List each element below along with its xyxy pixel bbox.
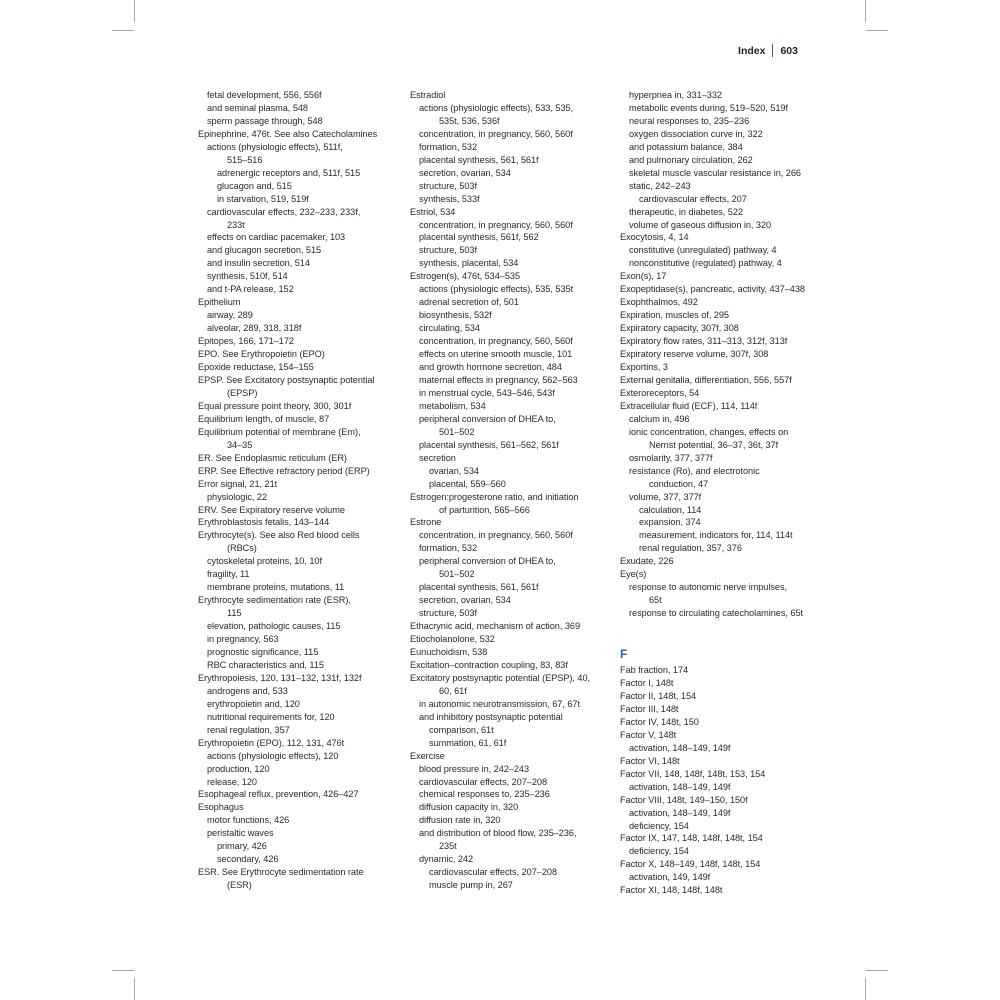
index-entry: Factor III, 148t: [620, 703, 679, 714]
index-subentry: effects on uterine smooth muscle, 101: [419, 349, 573, 360]
index-subentry: therapeutic, in diabetes, 522: [629, 206, 743, 217]
index-subentry: motor functions, 426: [207, 815, 290, 826]
index-entry: Error signal, 21, 21t: [198, 478, 278, 489]
index-subentry: cytoskeletal proteins, 10, 10f: [207, 556, 322, 567]
index-subentry: circulating, 534: [419, 323, 480, 334]
index-subentry: diffusion capacity in, 320: [419, 802, 519, 813]
index-subentry: cardiovascular effects, 207–208: [419, 776, 548, 787]
index-subentry: placental synthesis, 561, 561f: [419, 154, 539, 165]
index-subentry: renal regulation, 357: [207, 724, 290, 735]
index-entry: Exon(s), 17: [620, 271, 667, 282]
index-subentry: expansion, 374: [639, 517, 701, 528]
index-entry: Excitatory postsynaptic potential (EPSP), 40,: [410, 672, 591, 683]
index-subentry: activation, 148–149, 149f: [629, 807, 731, 818]
index-subentry: concentration, in pregnancy, 560, 560f: [419, 219, 573, 230]
index-subentry: comparison, 61t: [429, 724, 494, 735]
index-subentry: oxygen dissociation curve in, 322: [629, 128, 763, 139]
index-entry: Factor IX, 147, 148, 148f, 148t, 154: [620, 833, 763, 844]
index-entry: Exopeptidase(s), pancreatic, activity, 437–438: [620, 284, 805, 295]
index-entry: Expiration, muscles of, 295: [620, 310, 729, 321]
index-entry: External genitalia, differentiation, 556, 557f: [620, 374, 792, 385]
index-subentry: effects on cardiac pacemaker, 103: [207, 232, 346, 243]
index-subentry: in autonomic neurotransmission, 67, 67t: [419, 698, 580, 709]
index-subentry: diffusion rate in, 320: [419, 815, 501, 826]
index-subentry: membrane proteins, mutations, 11: [207, 582, 345, 593]
index-subentry: chemical responses to, 235–236: [419, 789, 550, 800]
index-entry: Estrogen:progesterone ratio, and initiation: [410, 491, 579, 502]
index-subentry: glucagon and, 515: [217, 180, 292, 191]
index-subentry: constitutive (unregulated) pathway, 4: [629, 245, 777, 256]
index-entry: ESR. See Erythrocyte sedimentation rate: [198, 867, 364, 878]
index-entry: Estriol, 534: [410, 206, 456, 217]
index-entry: Factor I, 148t: [620, 678, 674, 689]
index-subentry: 60, 61f: [439, 685, 467, 696]
index-subentry: dynamic, 242: [419, 854, 474, 865]
index-subentry: activation, 148–149, 149f: [629, 781, 731, 792]
index-entry: Estradiol: [410, 90, 446, 100]
index-subentry: 233t: [227, 219, 245, 230]
index-entry: Erythroblastosis fetalis, 143–144: [198, 517, 330, 528]
index-entry: Erythropoiesis, 120, 131–132, 131f, 132f: [198, 672, 362, 683]
index-subentry: actions (physiologic effects), 533, 535,: [419, 102, 574, 113]
index-entry: Etiocholanolone, 532: [410, 634, 495, 645]
index-entry: Exteroreceptors, 54: [620, 387, 700, 398]
index-subentry: and t-PA release, 152: [207, 284, 294, 295]
index-subentry: resistance (Ro), and electrotonic: [629, 465, 760, 476]
index-subentry: blood pressure in, 242–243: [419, 763, 530, 774]
index-subentry: (RBCs): [227, 543, 257, 554]
index-subentry: cardiovascular effects, 207–208: [429, 867, 558, 878]
index-subentry: muscle pump in, 267: [429, 880, 513, 891]
index-subentry: osmolarity, 377, 377f: [629, 452, 713, 463]
index-subentry: Nernst potential, 36–37, 36t, 37f: [649, 439, 779, 450]
index-subentry: release, 120: [207, 776, 257, 787]
index-subentry: placental synthesis, 561–562, 561f: [419, 439, 559, 450]
index-subentry: concentration, in pregnancy, 560, 560f: [419, 530, 573, 541]
index-subentry: physiologic, 22: [207, 491, 268, 502]
index-subentry: prognostic significance, 115: [207, 646, 319, 657]
index-subentry: maternal effects in pregnancy, 562–563: [419, 374, 578, 385]
index-entry: ERP. See Effective refractory period (ERP): [198, 465, 370, 476]
index-entry: Expiratory reserve volume, 307f, 308: [620, 349, 769, 360]
index-subentry: calculation, 114: [639, 504, 702, 515]
index-subentry: adrenal secretion of, 501: [419, 297, 519, 308]
index-subentry: conduction, 47: [649, 478, 709, 489]
index-subentry: (ESR): [227, 880, 252, 891]
index-subentry: nutritional requirements for, 120: [207, 711, 335, 722]
index-subentry: renal regulation, 357, 376: [639, 543, 742, 554]
index-subentry: airway, 289: [207, 310, 253, 321]
index-subentry: in pregnancy, 563: [207, 634, 279, 645]
index-subentry: neural responses to, 235–236: [629, 115, 750, 126]
index-subentry: (EPSP): [227, 387, 258, 398]
index-subentry: peripheral conversion of DHEA to,: [419, 556, 556, 567]
index-subentry: cardiovascular effects, 207: [639, 193, 747, 204]
index-subentry: concentration, in pregnancy, 560, 560f: [419, 128, 573, 139]
index-entry: Epinephrine, 476t. See also Catecholamines: [198, 128, 378, 139]
index-subentry: adrenergic receptors and, 511f, 515: [217, 167, 361, 178]
index-entry: Ethacrynic acid, mechanism of action, 369: [410, 621, 581, 632]
running-header: [738, 44, 798, 57]
index-entry: Exportins, 3: [620, 362, 668, 373]
index-entry: Fab fraction, 174: [620, 665, 689, 676]
index-subentry: fetal development, 556, 556f: [207, 90, 322, 100]
index-entry: Erythrocyte(s). See also Red blood cells: [198, 530, 360, 541]
index-subentry: sperm passage through, 548: [207, 115, 323, 126]
index-subentry: and glucagon secretion, 515: [207, 245, 322, 256]
index-subentry: 501–502: [439, 426, 475, 437]
index-subentry: calcium in, 496: [629, 413, 690, 424]
index-subentry: deficiency, 154: [629, 846, 689, 857]
index-subentry: structure, 503f: [419, 245, 477, 256]
crop-mark: [865, 978, 866, 1000]
index-subentry: 501–502: [439, 569, 475, 580]
index-subentry: response to circulating catecholamines, 65t: [629, 608, 804, 619]
index-subentry: synthesis, 533f: [419, 193, 480, 204]
index-entry: Factor X, 148–149, 148f, 148t, 154: [620, 859, 761, 870]
index-column-3: [620, 89, 820, 897]
index-subentry: volume, 377, 377f: [629, 491, 702, 502]
index-entry: EPO. See Erythropoietin (EPO): [198, 349, 325, 360]
index-entry: Equilibrium potential of membrane (Em),: [198, 426, 361, 437]
index-subentry: measurement, indicators for, 114, 114t: [639, 530, 793, 541]
index-subentry: 515–516: [227, 154, 263, 165]
index-subentry: and inhibitory postsynaptic potential: [419, 711, 563, 722]
index-subentry: metabolism, 534: [419, 400, 486, 411]
index-entry: Epithelium: [198, 297, 241, 308]
index-subentry: nonconstitutive (regulated) pathway, 4: [629, 258, 782, 269]
index-subentry: structure, 503f: [419, 608, 477, 619]
page-number: 603: [780, 44, 798, 57]
index-entry: Equal pressure point theory, 300, 301f: [198, 400, 352, 411]
index-entry: EPSP. See Excitatory postsynaptic potential: [198, 374, 375, 385]
index-subentry: 34–35: [227, 439, 253, 450]
index-subentry: and insulin secretion, 514: [207, 258, 310, 269]
crop-mark: [865, 0, 866, 22]
section-gap: [620, 620, 820, 638]
index-entry: Factor VI, 148t: [620, 755, 680, 766]
index-entry: Excitation–contraction coupling, 83, 83f: [410, 659, 568, 670]
index-entry: ER. See Endoplasmic reticulum (ER): [198, 452, 347, 463]
index-entry: Factor XI, 148, 148f, 148t: [620, 885, 723, 896]
index-subentry: activation, 148–149, 149f: [629, 742, 731, 753]
index-subentry: alveolar, 289, 318, 318f: [207, 323, 302, 334]
index-subentry: deficiency, 154: [629, 820, 689, 831]
index-entry: Factor VII, 148, 148f, 148t, 153, 154: [620, 768, 766, 779]
index-entry: Eye(s): [620, 569, 647, 580]
index-subentry: RBC characteristics and, 115: [207, 659, 324, 670]
index-subentry: ionic concentration, changes, effects on: [629, 426, 789, 437]
index-subentry: hyperpnea in, 331–332: [629, 90, 722, 100]
index-subentry: peristaltic waves: [207, 828, 274, 839]
index-subentry: 115: [227, 608, 242, 619]
index-subentry: androgens and, 533: [207, 685, 288, 696]
index-subentry: ovarian, 534: [429, 465, 479, 476]
index-column-1: [198, 89, 398, 892]
index-entry: Expiratory flow rates, 311–313, 312f, 313f: [620, 336, 788, 347]
index-entry: Factor II, 148t, 154: [620, 690, 697, 701]
index-subentry: placental synthesis, 561, 561f: [419, 582, 539, 593]
index-subentry: secondary, 426: [217, 854, 279, 865]
index-entry: Extracellular fluid (ECF), 114, 114f: [620, 400, 758, 411]
index-entry: Exocytosis, 4, 14: [620, 232, 689, 243]
section-letter: F: [620, 647, 628, 662]
index-subentry: and potassium balance, 384: [629, 141, 743, 152]
crop-mark: [866, 30, 888, 31]
index-entry: Exercise: [410, 750, 445, 761]
index-entry: Erythrocyte sedimentation rate (ESR),: [198, 595, 351, 606]
index-entry: Esophageal reflux, prevention, 426–427: [198, 789, 359, 800]
index-subentry: and growth hormone secretion, 484: [419, 362, 562, 373]
index-subentry: volume of gaseous diffusion in, 320: [629, 219, 772, 230]
header-label: Index: [738, 44, 766, 57]
index-entry: Exophthalmos, 492: [620, 297, 698, 308]
index-subentry: and distribution of blood flow, 235–236,: [419, 828, 577, 839]
index-subentry: secretion, ovarian, 534: [419, 167, 511, 178]
crop-mark: [866, 970, 888, 971]
index-subentry: synthesis, 510f, 514: [207, 271, 288, 282]
index-entry: Factor V, 148t: [620, 729, 677, 740]
index-subentry: summation, 61, 61f: [429, 737, 507, 748]
index-entry: Exudate, 226: [620, 556, 674, 567]
index-entry: Epoxide reductase, 154–155: [198, 362, 314, 373]
index-subentry: primary, 426: [217, 841, 267, 852]
index-subentry: fragility, 11: [207, 569, 250, 580]
index-subentry: skeletal muscle vascular resistance in, 266: [629, 167, 801, 178]
index-subentry: metabolic events during, 519–520, 519f: [629, 102, 788, 113]
index-subentry: elevation, pathologic causes, 115: [207, 621, 341, 632]
index-subentry: 65t: [649, 595, 662, 606]
index-subentry: secretion: [419, 452, 456, 463]
index-entry: Equilibrium length, of muscle, 87: [198, 413, 330, 424]
index-subentry: in menstrual cycle, 543–546, 543f: [419, 387, 555, 398]
index-subentry: of parturition, 565–566: [439, 504, 530, 515]
index-subentry: structure, 503f: [419, 180, 477, 191]
crop-mark: [112, 970, 134, 971]
index-subentry: 535t, 536, 536f: [439, 115, 500, 126]
index-subentry: in starvation, 519, 519f: [217, 193, 309, 204]
index-subentry: peripheral conversion of DHEA to,: [419, 413, 556, 424]
index-subentry: actions (physiologic effects), 120: [207, 750, 339, 761]
index-entry: Epitopes, 166, 171–172: [198, 336, 294, 347]
index-entry: Erythropoietin (EPO), 112, 131, 476t: [198, 737, 345, 748]
index-subentry: 235t: [439, 841, 457, 852]
index-subentry: placental, 559–560: [429, 478, 506, 489]
index-entry: Eunuchoidism, 538: [410, 646, 488, 657]
index-entry: Factor IV, 148t, 150: [620, 716, 699, 727]
index-entry: Esophagus: [198, 802, 244, 813]
index-entry: Estrone: [410, 517, 442, 528]
index-subentry: actions (physiologic effects), 535, 535t: [419, 284, 574, 295]
crop-mark: [134, 978, 135, 1000]
index-subentry: erythropoietin and, 120: [207, 698, 300, 709]
index-entry: Expiratory capacity, 307f, 308: [620, 323, 739, 334]
index-subentry: formation, 532: [419, 543, 478, 554]
index-subentry: and pulmonary circulation, 262: [629, 154, 753, 165]
index-subentry: concentration, in pregnancy, 560, 560f: [419, 336, 573, 347]
index-subentry: activation, 149, 149f: [629, 872, 711, 883]
index-entry: ERV. See Expiratory reserve volume: [198, 504, 345, 515]
index-subentry: and seminal plasma, 548: [207, 102, 308, 113]
index-subentry: cardiovascular effects, 232–233, 233f,: [207, 206, 361, 217]
index-subentry: biosynthesis, 532f: [419, 310, 492, 321]
index-subentry: response to autonomic nerve impulses,: [629, 582, 787, 593]
index-entry: Estrogen(s), 476t, 534–535: [410, 271, 521, 282]
crop-mark: [112, 30, 134, 31]
index-subentry: formation, 532: [419, 141, 478, 152]
index-subentry: placental synthesis, 561f, 562: [419, 232, 539, 243]
index-subentry: actions (physiologic effects), 511f,: [207, 141, 343, 152]
index-subentry: static, 242–243: [629, 180, 691, 191]
index-entry: Factor VIII, 148t, 149–150, 150f: [620, 794, 748, 805]
index-subentry: synthesis, placental, 534: [419, 258, 519, 269]
index-subentry: secretion, ovarian, 534: [419, 595, 511, 606]
index-column-2: [410, 89, 610, 892]
header-divider: [772, 44, 773, 57]
index-subentry: production, 120: [207, 763, 270, 774]
crop-mark: [134, 0, 135, 22]
